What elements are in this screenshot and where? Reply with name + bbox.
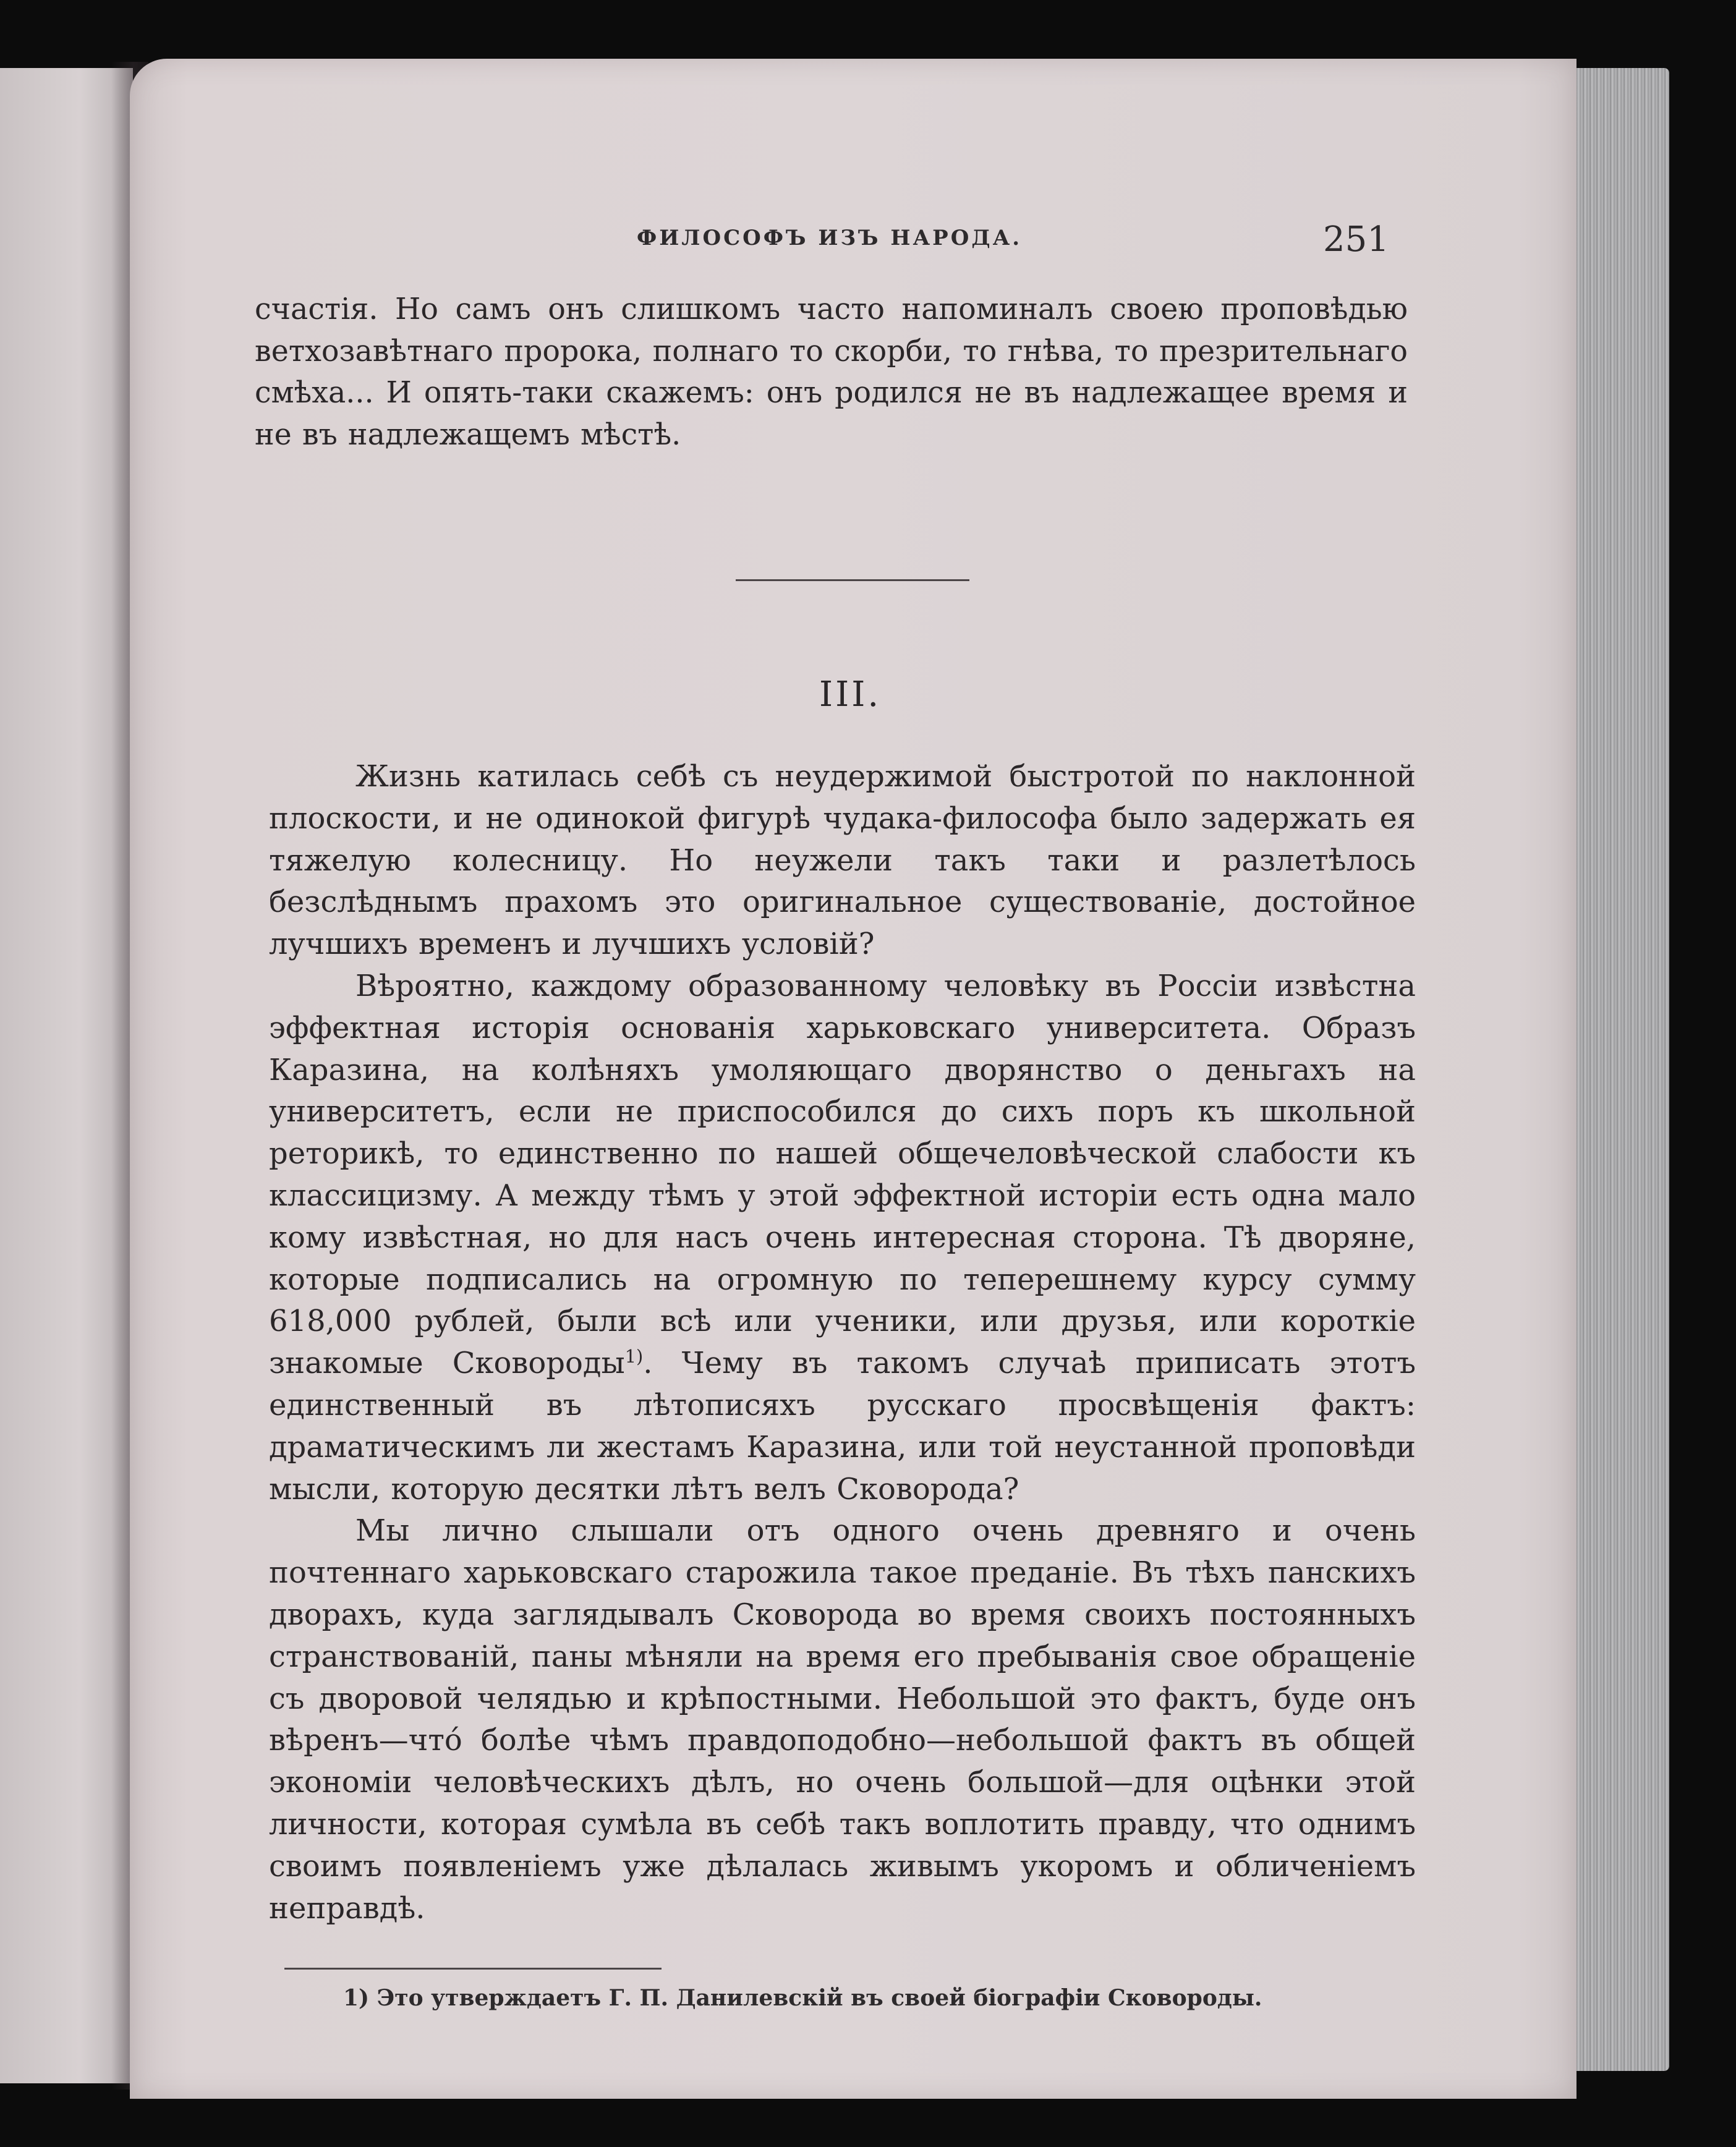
footnote-reference: 1) xyxy=(624,1346,644,1367)
paragraph-1: Жизнь катилась себѣ съ неудержимой быстротой по наклонной плоскости, и не одинокой фигурѣ чудака-философа было задержать ея тяжелую колесницу. Но неужели такъ таки и разлетѣлось безслѣднымъ прахомъ это оригинальное существованіе, достойное лучшихъ временъ и лучшихъ условій? xyxy=(269,759,1416,962)
footnote-text: Это утверждаетъ Г. П. Данилевскій въ своей біографіи Сковороды. xyxy=(377,1985,1262,2011)
opening-paragraph xyxy=(255,289,1408,456)
footnote-marker: 1) xyxy=(343,1985,370,2011)
page-edges xyxy=(1573,68,1669,2071)
footnote-rule xyxy=(284,1968,662,1970)
opening-paragraph-text: счастія. Но самъ онъ слишкомъ часто напоминалъ своею проповѣдью ветхозавѣтнаго пророка, полнаго то скорби, то гнѣва, то презрительнаго смѣха... И опять-таки скажемъ: онъ родился не въ надлежащее время и не въ надлежащемъ мѣстѣ. xyxy=(255,292,1408,452)
paragraph-2-part-2: . Чему въ такомъ случаѣ приписать этотъ единственный въ лѣтописяхъ русскаго просвѣщенія фактъ: драматическимъ ли жестамъ Каразина, или той неустанной проповѣди мысли, которую десятки лѣтъ велъ Сковорода? xyxy=(269,1346,1416,1507)
paragraph-2-part-1: Вѣроятно, каждому образованному человѣку въ Россіи извѣстна эффектная исторія основанія харьковскаго университета. Образъ Каразина, на колѣняхъ умоляющаго дворянство о деньгахъ на университетъ, если не приспособился до сихъ поръ къ школьной реторикѣ, то единственно по нашей общечеловѣческой слабости къ классицизму. А между тѣмъ у этой эффектной исторіи есть одна мало кому извѣстная, но для насъ очень интересная сторона. Тѣ дворяне, которые подписались на огромную по теперешнему курсу сумму 618,000 рублей, были всѣ или ученики, или друзья, или короткіе знакомые Сковороды xyxy=(269,968,1416,1381)
paragraph-3: Мы лично слышали отъ одного очень древняго и очень почтеннаго харьковскаго старожила такое преданіе. Въ тѣхъ панскихъ дворахъ, куда заглядывалъ Сковорода во время своихъ постоянныхъ странствованій, паны мѣняли на время его пребыванія свое обращеніе съ дворовой челядью и крѣпостными. Небольшой это фактъ, буде онъ вѣренъ—что́ болѣе чѣмъ правдоподобно—небольшой фактъ въ общей экономіи человѣческихъ дѣлъ, но очень большой—для оцѣнки этой личности, которая сумѣла въ себѣ такъ воплотить правду, что однимъ своимъ появленіемъ уже дѣлалась живымъ укоромъ и обличеніемъ неправдѣ. xyxy=(269,1513,1416,1926)
running-title: ФИЛОСОФЪ ИЗЪ НАРОДА. xyxy=(637,226,1023,250)
footnote xyxy=(343,1983,1431,2013)
page-number: 251 xyxy=(1323,219,1389,260)
section-heading: III. xyxy=(819,674,882,715)
book-page xyxy=(130,59,1576,2099)
paragraph-2 xyxy=(269,966,1416,1510)
section-separator-rule xyxy=(736,579,969,581)
footnote-reference-number: 1 xyxy=(624,1346,637,1367)
section-body xyxy=(269,756,1416,1929)
